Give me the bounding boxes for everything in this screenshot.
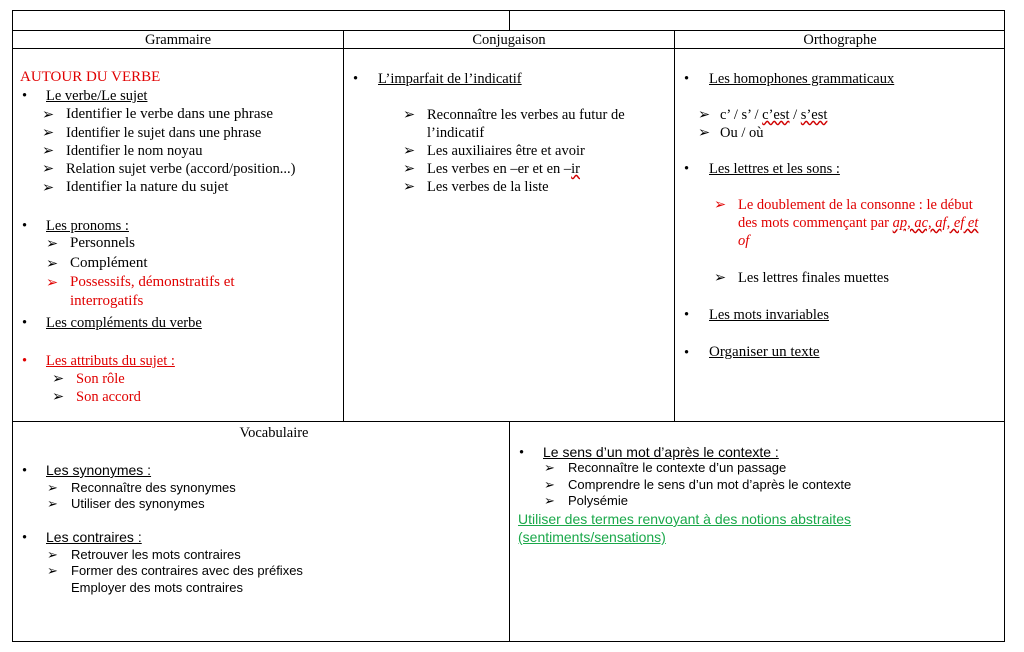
verbe-sujet-title: Le verbe/Le sujet: [46, 88, 148, 104]
arrow-bullet-icon: ➢: [52, 389, 65, 405]
arrow-bullet-icon: ➢: [47, 496, 58, 511]
sens-green-line: Utiliser des termes renvoyant à des notions abstraites: [518, 511, 852, 527]
arrow-bullet-icon: ➢: [42, 125, 55, 141]
arrow-bullet-icon: ➢: [46, 236, 59, 252]
bullet-dot-icon: •: [684, 307, 690, 323]
arrow-bullet-icon: ➢: [46, 256, 59, 272]
header-vocabulaire: Vocabulaire: [239, 425, 309, 441]
arrow-bullet-icon: ➢: [698, 107, 711, 123]
sens-item: Comprendre le sens d’un mot d’après le contexte: [568, 477, 852, 492]
arrow-bullet-icon: ➢: [698, 125, 711, 141]
arrow-bullet-icon: ➢: [714, 270, 727, 286]
synonymes-title: Les synonymes :: [46, 462, 152, 478]
pronoms-item: Complément: [70, 255, 148, 271]
bullet-dot-icon: •: [684, 161, 690, 177]
contraires-title: Les contraires :: [46, 529, 142, 545]
arrow-bullet-icon: ➢: [403, 143, 416, 159]
contraires-item: Retrouver les mots contraires: [71, 547, 241, 562]
header-conjugaison: Conjugaison: [472, 32, 546, 48]
pronoms-title: Les pronoms :: [46, 218, 129, 234]
arrow-bullet-icon: ➢: [544, 460, 555, 475]
organiser-title: Organiser un texte: [709, 344, 820, 360]
verbe-item: Identifier le nom noyau: [66, 143, 203, 159]
grammaire-heading: AUTOUR DU VERBE: [20, 69, 161, 85]
arrow-bullet-icon: ➢: [403, 179, 416, 195]
bullet-dot-icon: •: [22, 218, 28, 234]
spell-mark: ir: [571, 161, 580, 177]
synonymes-item: Reconnaître des synonymes: [71, 480, 236, 495]
arrow-bullet-icon: ➢: [46, 275, 59, 291]
bullet-dot-icon: •: [353, 71, 359, 87]
attributs-title: Les attributs du sujet :: [46, 353, 175, 369]
contraires-extra: Employer des mots contraires: [71, 580, 243, 595]
header-orthographe: Orthographe: [803, 32, 877, 48]
arrow-bullet-icon: ➢: [42, 161, 55, 177]
attributs-item: Son accord: [76, 389, 141, 405]
header-grammaire: Grammaire: [144, 32, 212, 48]
conjugaison-item: Les auxiliaires être et avoir: [427, 143, 585, 159]
bullet-dot-icon: •: [22, 463, 28, 479]
doublement-line: of: [738, 233, 750, 249]
bullet-dot-icon: •: [684, 345, 690, 361]
doublement-line: Le doublement de la consonne : le début: [738, 197, 973, 213]
doublement-line: des mots commençant par ap, ac, af, ef et: [738, 215, 979, 231]
arrow-bullet-icon: ➢: [544, 477, 555, 492]
sens-green-line: (sentiments/sensations): [518, 529, 666, 545]
verbe-item: Identifier la nature du sujet: [66, 179, 229, 195]
pronoms-item-red: Possessifs, démonstratifs et: [70, 274, 235, 290]
bullet-dot-icon: •: [684, 71, 690, 87]
bullet-dot-icon: •: [22, 88, 28, 104]
arrow-bullet-icon: ➢: [47, 563, 58, 578]
arrow-bullet-icon: ➢: [42, 143, 55, 159]
invariables-title: Les mots invariables: [709, 307, 830, 323]
pronoms-item: Personnels: [70, 235, 135, 251]
verbe-item: Relation sujet verbe (accord/position...): [66, 161, 296, 177]
conjugaison-item: Les verbes en –er et en –ir: [427, 161, 580, 177]
pronoms-item-red-cont: interrogatifs: [70, 293, 144, 309]
sens-item: Polysémie: [568, 493, 628, 508]
imparfait-title: L’imparfait de l’indicatif: [378, 71, 522, 87]
arrow-bullet-icon: ➢: [544, 493, 555, 508]
conjugaison-item: Les verbes de la liste: [427, 179, 549, 195]
sens-item: Reconnaître le contexte d’un passage: [568, 460, 787, 475]
bullet-dot-icon: •: [519, 445, 525, 461]
complements-title: Les compléments du verbe: [46, 315, 202, 331]
verbe-item: Identifier le verbe dans une phrase: [66, 106, 273, 122]
arrow-bullet-icon: ➢: [52, 371, 65, 387]
homophones-item: Ou / où: [720, 125, 764, 141]
arrow-bullet-icon: ➢: [47, 480, 58, 495]
bullet-dot-icon: •: [22, 353, 28, 369]
arrow-bullet-icon: ➢: [47, 547, 58, 562]
synonymes-item: Utiliser des synonymes: [71, 496, 205, 511]
lettres-finales: Les lettres finales muettes: [738, 270, 889, 286]
conjugaison-item: Reconnaître les verbes au futur de: [427, 107, 625, 123]
arrow-bullet-icon: ➢: [403, 161, 416, 177]
attributs-item: Son rôle: [76, 371, 125, 387]
sens-title: Le sens d’un mot d’après le contexte :: [543, 444, 779, 460]
bullet-dot-icon: •: [22, 315, 28, 331]
homophones-title: Les homophones grammaticaux: [709, 71, 895, 87]
arrow-bullet-icon: ➢: [714, 197, 727, 213]
conjugaison-item-cont: l’indicatif: [427, 125, 485, 141]
verbe-item: Identifier le sujet dans une phrase: [66, 125, 262, 141]
bullet-dot-icon: •: [22, 530, 28, 546]
arrow-bullet-icon: ➢: [42, 180, 55, 196]
homophones-item: c’ / s’ / c’est / s’est: [720, 107, 828, 123]
contraires-item: Former des contraires avec des préfixes: [71, 563, 303, 578]
arrow-bullet-icon: ➢: [42, 107, 55, 123]
arrow-bullet-icon: ➢: [403, 107, 416, 123]
lettres-sons-title: Les lettres et les sons :: [709, 161, 840, 177]
